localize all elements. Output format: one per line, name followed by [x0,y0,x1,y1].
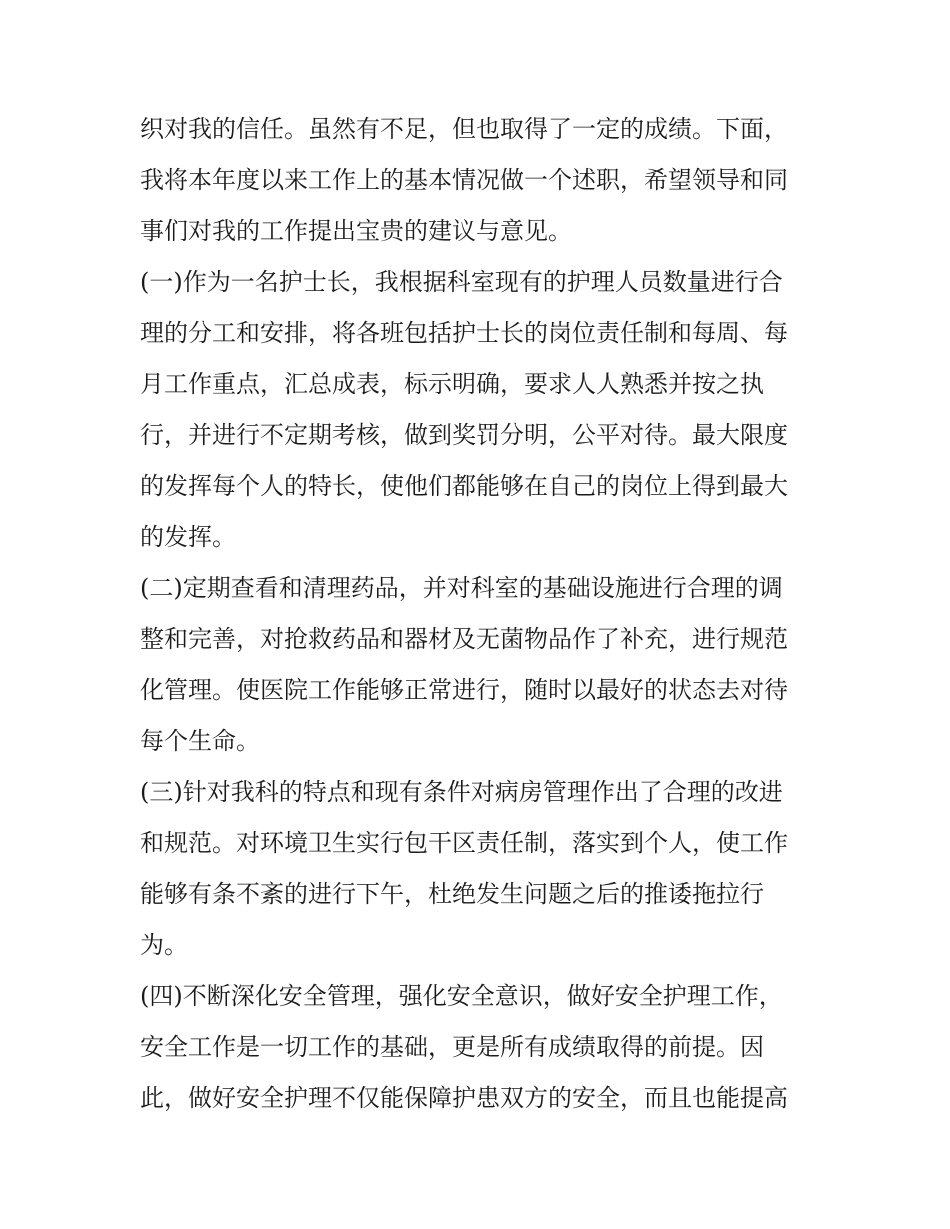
text-line: 化管理。使医院工作能够正常进行，随时以最好的状态去对待 [140,676,788,704]
text-line: 和规范。对环境卫生实行包干区责任制，落实到个人，使工作 [140,829,788,857]
text-line: 安全工作是一切工作的基础，更是所有成绩取得的前提。因 [140,1033,764,1061]
text-line: 能够有条不紊的进行下午，杜绝发生问题之后的推诿拖拉行 [140,880,764,908]
text-line: 织对我的信任。虽然有不足，但也取得了一定的成绩。下面， [140,115,788,143]
text-line: (一)作为一名护士长，我根据科室现有的护理人员数量进行合 [140,268,783,296]
text-line: 理的分工和安排，将各班包括护士长的岗位责任制和每周、每 [140,319,788,347]
text-line: (三)针对我科的特点和现有条件对病房管理作出了合理的改进 [140,778,783,806]
text-line: 此，做好安全护理不仅能保障护患双方的安全，而且也能提高 [140,1084,788,1112]
text-line: 为。 [140,931,188,959]
text-line: 行，并进行不定期考核，做到奖罚分明，公平对待。最大限度 [140,421,788,449]
text-line: (二)定期查看和清理药品，并对科室的基础设施进行合理的调 [140,574,783,602]
text-line: 我将本年度以来工作上的基本情况做一个述职，希望领导和同 [140,166,788,194]
text-line: 整和完善，对抢救药品和器材及无菌物品作了补充，进行规范 [140,625,788,653]
text-line: 事们对我的工作提出宝贵的建议与意见。 [140,217,572,245]
text-line: (四)不断深化安全管理，强化安全意识，做好安全护理工作， [140,982,783,1010]
document-body [140,104,820,1124]
text-line: 的发挥。 [140,523,236,551]
text-line: 的发挥每个人的特长，使他们都能够在自己的岗位上得到最大 [140,472,788,500]
text-line: 每个生命。 [140,727,260,755]
text-line: 月工作重点，汇总成表，标示明确，要求人人熟悉并按之执 [140,370,764,398]
